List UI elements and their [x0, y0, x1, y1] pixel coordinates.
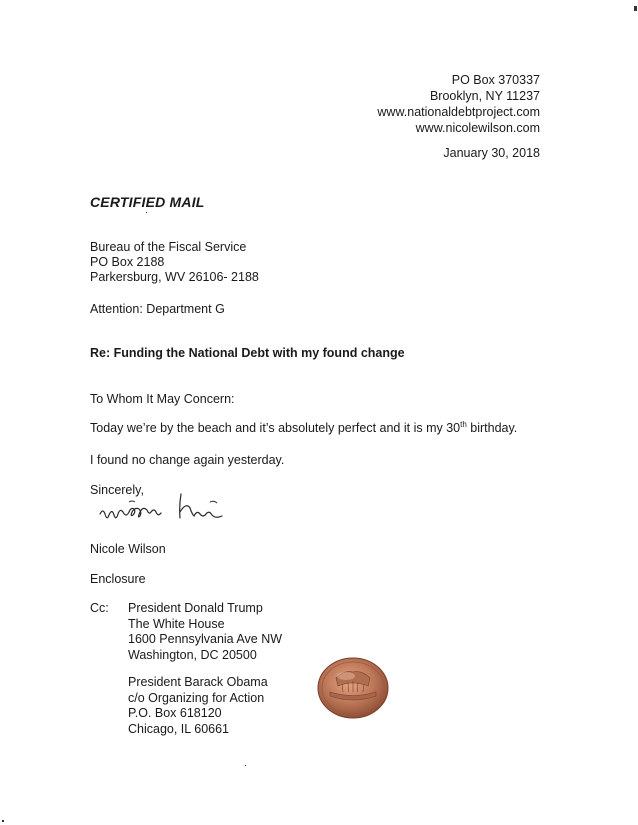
recipient-line: PO Box 2188 — [90, 255, 165, 269]
ordinal-suffix: th — [460, 420, 467, 429]
return-address-line: www.nationaldebtproject.com — [377, 105, 540, 119]
recipient-line: Parkersburg, WV 26106- 2188 — [90, 270, 259, 284]
cc-line: Washington, DC 20500 — [128, 647, 257, 662]
cc-line: 1600 Pennsylvania Ave NW — [128, 632, 283, 646]
recipient-line: Bureau of the Fiscal Service — [90, 240, 247, 254]
cc-label: Cc: — [90, 601, 109, 615]
cc-line: P.O. Box 618120 — [128, 706, 222, 720]
return-address-line: Brooklyn, NY 11237 — [429, 89, 540, 103]
cc-recipient — [128, 675, 268, 737]
letter-date: January 30, 2018 — [443, 146, 540, 160]
closing: Sincerely, — [90, 483, 144, 497]
certified-mail-heading: CERTIFIED MAIL — [90, 194, 205, 210]
return-address-line: PO Box 370337 — [451, 73, 540, 87]
cc-recipient — [128, 601, 282, 663]
signer-name: Nicole Wilson — [90, 542, 166, 556]
cc-line: c/o Organizing for Action — [128, 690, 265, 705]
subject-line: Re: Funding the National Debt with my found change — [90, 346, 405, 360]
return-address — [377, 72, 540, 136]
penny-coin-image — [316, 656, 390, 720]
cc-line: The White House — [128, 616, 225, 631]
attention-line: Attention: Department G — [90, 302, 225, 316]
return-address-line: www.nicolewilson.com — [415, 121, 540, 135]
body-text: Today we’re by the beach and it’s absolutely perfect and it is my 30 — [90, 421, 461, 435]
scan-speck — [146, 212, 147, 213]
salutation: To Whom It May Concern: — [90, 392, 235, 406]
body-paragraph-1 — [90, 421, 517, 435]
handwritten-signature — [96, 488, 246, 530]
body-paragraph-2: I found no change again yesterday. — [90, 453, 285, 467]
scan-speck — [634, 6, 637, 11]
cc-line: Chicago, IL 60661 — [128, 721, 230, 736]
body-text: birthday. — [466, 421, 518, 435]
scan-speck — [245, 765, 246, 766]
scan-speck — [2, 820, 4, 822]
cc-line: President Barack Obama — [128, 675, 268, 689]
recipient-address — [90, 240, 259, 285]
enclosure-note: Enclosure — [90, 572, 146, 586]
cc-line: President Donald Trump — [128, 601, 263, 615]
